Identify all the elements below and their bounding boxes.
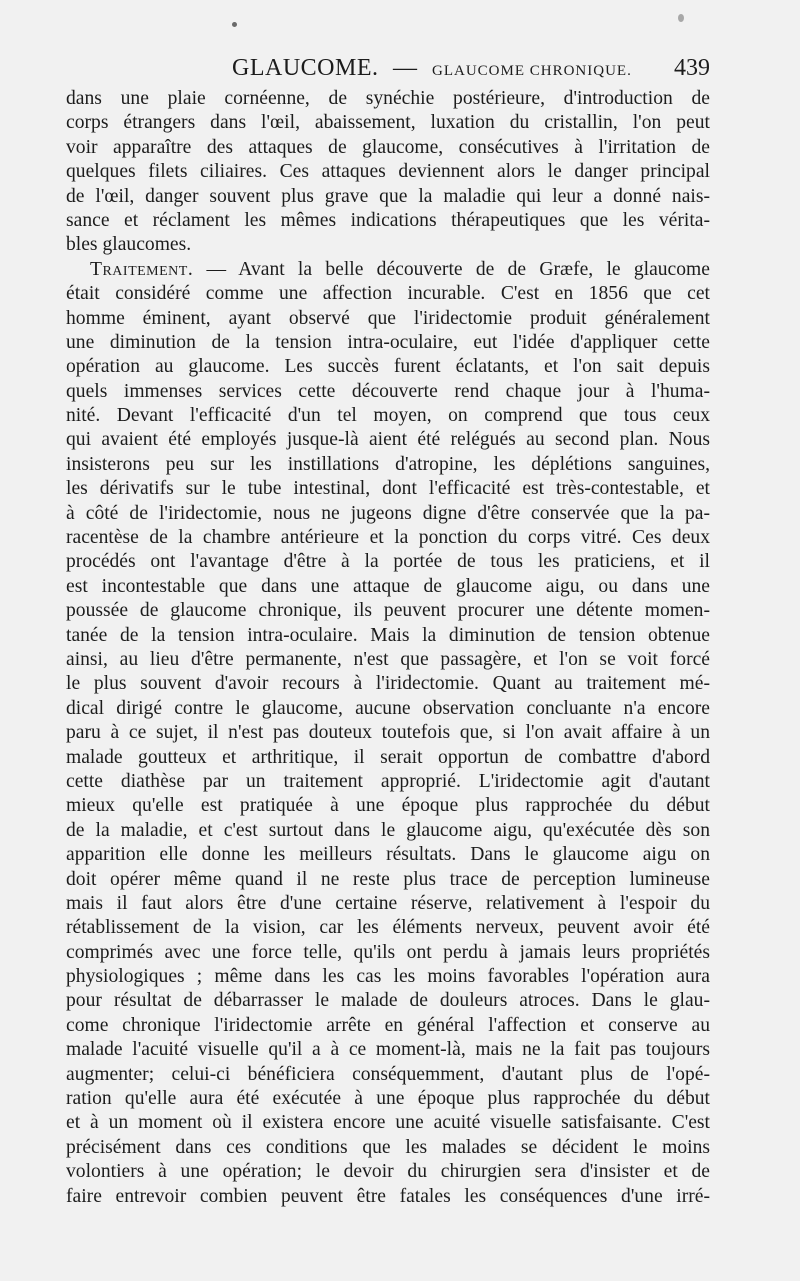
text-line: opération au glaucome. Les succès furent éclatants, et l'on sait depuis xyxy=(66,356,710,378)
ink-speck xyxy=(232,22,237,27)
paragraph-start-text: — Avant la belle découverte de de Græfe, le glaucome xyxy=(193,258,710,280)
text-line: précisément dans ces conditions que les malades se décident le moins xyxy=(66,1136,710,1158)
text-line: le plus souvent d'avoir recours à l'iridectomie. Quant au traitement mé- xyxy=(66,673,710,695)
page-header xyxy=(66,55,710,83)
text-line: qui avaient été employés jusque-là aient été relégués au second plan. Nous xyxy=(66,429,710,451)
text-line: physiologiques ; même dans les cas les moins favorables l'opération aura xyxy=(66,966,710,988)
text-line: faire entrevoir combien peuvent être fatales les conséquences d'une irré- xyxy=(66,1185,710,1207)
text-line: doit opérer même quand il ne reste plus trace de perception lumineuse xyxy=(66,868,710,890)
page-number: 439 xyxy=(674,55,710,81)
text-line: racentèse de la chambre antérieure et la ponction du corps vitré. Ces deux xyxy=(66,527,710,549)
text-line: les dérivatifs sur le tube intestinal, dont l'efficacité est très-contestable, et xyxy=(66,478,710,500)
paragraph-start xyxy=(66,258,710,282)
text-line: et à un moment où il existera encore une acuité visuelle satisfaisante. C'est xyxy=(66,1112,710,1134)
text-line: dical dirigé contre le glaucome, aucune observation concluante n'a encore xyxy=(66,697,710,719)
text-line: comprimés avec une force telle, qu'ils ont perdu à jamais leurs propriétés xyxy=(66,941,710,963)
text-line: augmenter; celui-ci bénéficiera conséquemment, d'autant plus de l'opé- xyxy=(66,1063,710,1085)
text-line: insisterons peu sur les instillations d'atropine, les déplétions sanguines, xyxy=(66,453,710,475)
text-line: de la maladie, et c'est surtout dans le glaucome aigu, qu'exécutée dès son xyxy=(66,819,710,841)
text-line: ainsi, au lieu d'être permanente, n'est que passagère, et l'on se voit forcé xyxy=(66,648,710,670)
text-line: come chronique l'iridectomie arrête en général l'affection et conserve au xyxy=(66,1014,710,1036)
text-line: nité. Devant l'efficacité d'un tel moyen, on comprend que tous ceux xyxy=(66,405,710,427)
section-title: GLAUCOME CHRONIQUE. xyxy=(432,63,632,79)
text-line: de l'œil, danger souvent plus grave que la maladie qui leur a donné nais- xyxy=(66,185,710,207)
text-line: est incontestable que dans une attaque de glaucome aigu, ou dans une xyxy=(66,575,710,597)
text-line: mieux qu'elle est pratiquée à une époque plus rapprochée du début xyxy=(66,795,710,817)
text-line: volontiers à une opération; le devoir du chirurgien sera d'insister et de xyxy=(66,1161,710,1183)
text-line: mais il faut alors être d'une certaine réserve, relativement à l'espoir du xyxy=(66,892,710,914)
text-line: poussée de glaucome chronique, ils peuvent procurer une détente momen- xyxy=(66,600,710,622)
paragraph-heading: Traitement. xyxy=(90,258,194,280)
text-line: bles glaucomes. xyxy=(66,234,192,256)
text-line: dans une plaie cornéenne, de synéchie postérieure, d'introduction de xyxy=(66,88,710,109)
running-head xyxy=(232,55,632,82)
ink-speck xyxy=(678,14,684,22)
text-line: pour résultat de débarrasser le malade de douleurs atroces. Dans le glau- xyxy=(66,990,710,1012)
text-line: homme éminent, ayant observé que l'iridectomie produit généralement xyxy=(66,307,710,329)
text-line: une diminution de la tension intra-oculaire, eut l'idée d'appliquer cette xyxy=(66,331,710,353)
text-line: ration qu'elle aura été exécutée à une époque plus rapprochée du début xyxy=(66,1088,710,1110)
text-line: quels immenses services cette découverte rend chaque jour à l'huma- xyxy=(66,380,710,402)
header-dash: — xyxy=(393,55,418,81)
text-line: rétablissement de la vision, car les éléments nerveux, peuvent avoir été xyxy=(66,917,710,939)
text-line: malade goutteux et arthritique, il serait opportun de combattre d'abord xyxy=(66,746,710,768)
text-line: à côté de l'iridectomie, nous ne jugeons digne d'être conservée que la pa- xyxy=(66,502,710,524)
text-body xyxy=(66,87,710,1209)
text-line: procédés ont l'avantage d'être à la portée de tous les praticiens, et il xyxy=(66,551,710,573)
chapter-title: GLAUCOME. xyxy=(232,55,379,81)
text-line: cette diathèse par un traitement approprié. L'iridectomie agit d'autant xyxy=(66,770,710,792)
text-line: apparition elle donne les meilleurs résultats. Dans le glaucome aigu on xyxy=(66,844,710,866)
text-line: sance et réclament les mêmes indications thérapeutiques que les vérita- xyxy=(66,209,710,231)
text-line: quelques filets ciliaires. Ces attaques deviennent alors le danger principal xyxy=(66,161,710,183)
text-line: malade l'acuité visuelle qu'il a à ce moment-là, mais ne la fait pas toujours xyxy=(66,1039,710,1061)
text-line: corps étrangers dans l'œil, abaissement, luxation du cristallin, l'on peut xyxy=(66,112,710,134)
text-line: paru à ce sujet, il n'est pas douteux toutefois que, si l'on avait affaire à un xyxy=(66,722,710,744)
text-line: tanée de la tension intra-oculaire. Mais la diminution de tension obtenue xyxy=(66,624,710,646)
text-line: voir apparaître des attaques de glaucome, consécutives à l'irritation de xyxy=(66,136,710,158)
text-line: était considéré comme une affection incurable. C'est en 1856 que cet xyxy=(66,283,710,305)
